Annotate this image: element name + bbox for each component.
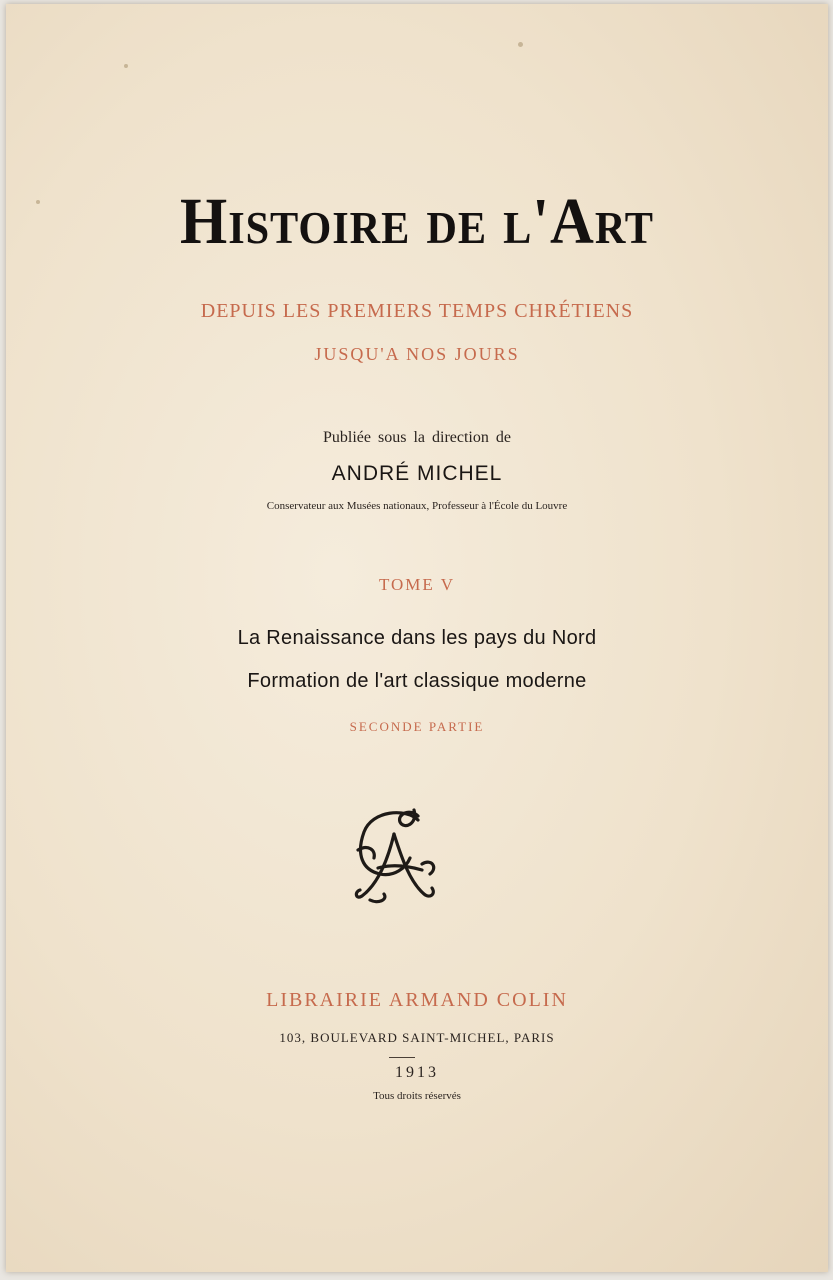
volume-title-line-1: La Renaissance dans les pays du Nord [237,627,597,649]
volume-title-line-2: Formation de l'art classique moderne [247,670,587,692]
rights-notice: Tous droits réservés [373,1090,461,1102]
title-page [6,4,828,1272]
foxing-spot [124,64,128,68]
divider [389,1057,415,1058]
direction-statement: Publiée sous la direction de [323,429,511,446]
book-title: Histoire de l'Art [180,185,654,258]
foxing-spot [518,42,523,47]
publisher-address: 103, BOULEVARD SAINT-MICHEL, PARIS [279,1030,555,1045]
subtitle-line-1: DEPUIS LES PREMIERS TEMPS CHRÉTIENS [200,300,634,322]
part-label: SECONDE PARTIE [349,719,485,734]
director-name: ANDRÉ MICHEL [331,462,503,485]
publisher-name: LIBRAIRIE ARMAND COLIN [266,989,568,1011]
tome-number: TOME V [378,575,456,594]
subtitle-line-2: JUSQU'A NOS JOURS [314,344,520,364]
director-credentials: Conservateur aux Musées nationaux, Professeur à l'École du Louvre [266,500,568,512]
publication-year: 1913 [395,1064,439,1081]
ac-monogram-icon [348,804,443,909]
